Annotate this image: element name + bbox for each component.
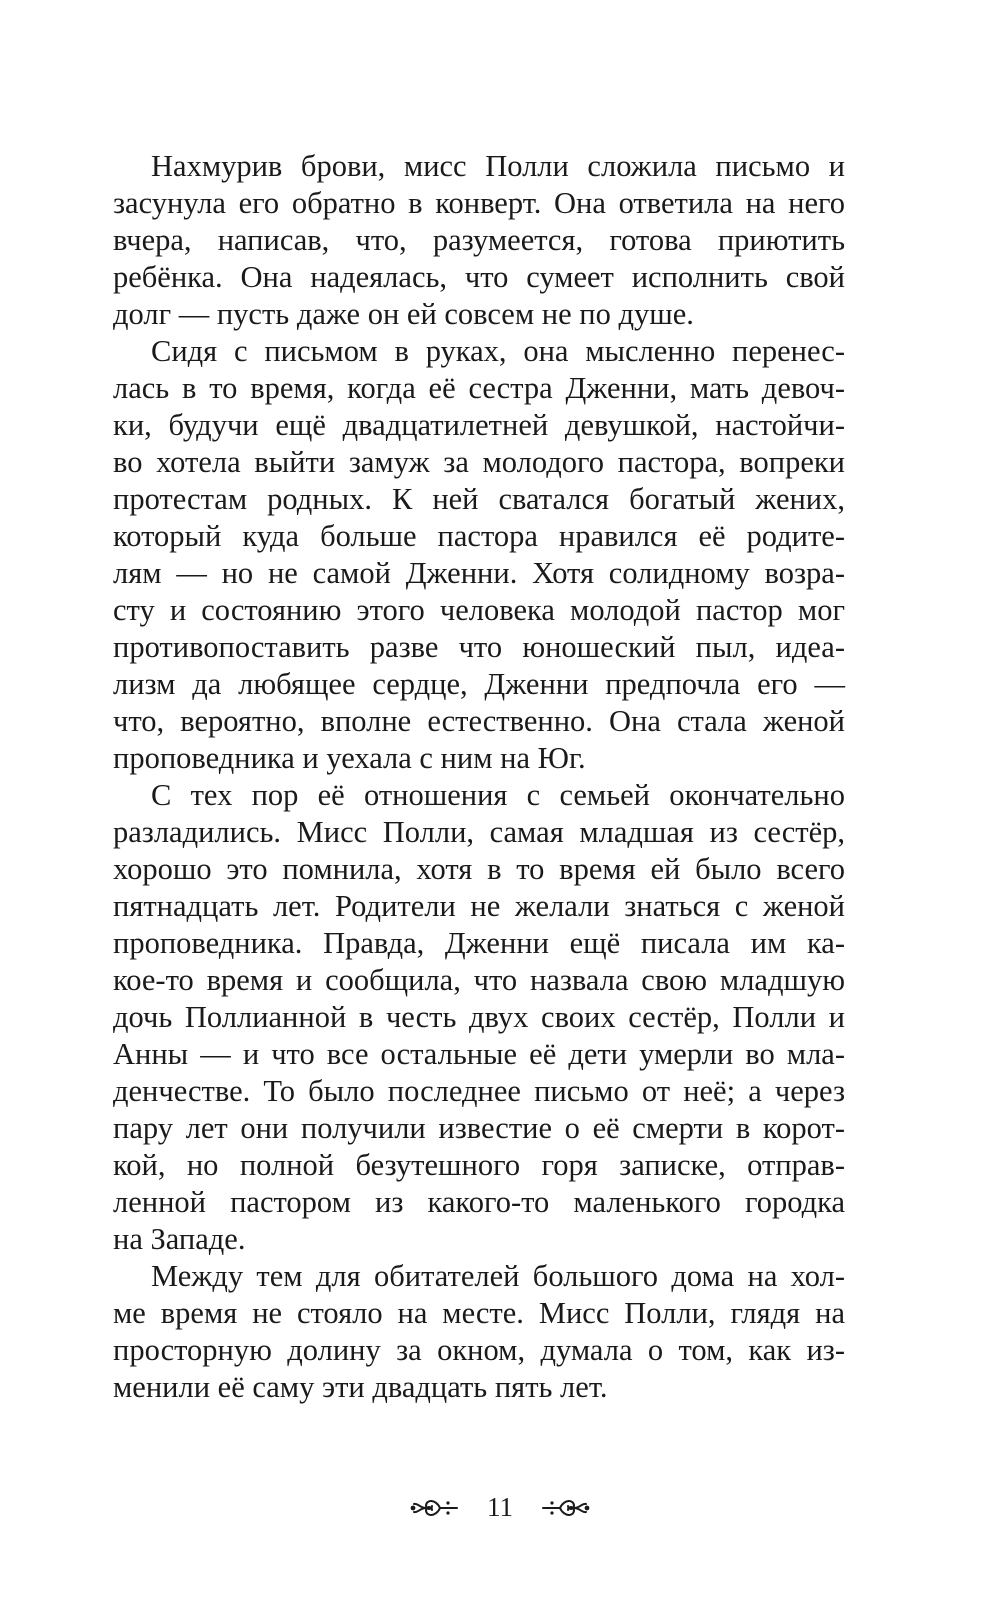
text-line: Анны — и что все остальные её дети умерли во мла- — [113, 1037, 845, 1071]
text-line: С тех пор её отношения с семьей окончательно — [151, 778, 845, 812]
text-line: дочь Поллианной в честь двух своих сестёр, Полли и — [113, 1000, 845, 1034]
text-line: протестам родных. К ней сватался богатый жених, — [113, 482, 845, 516]
text-line: Между тем для обитателей большого дома на хол- — [151, 1259, 845, 1293]
text-line: Нахмурив брови, мисс Полли сложила письмо и — [151, 149, 845, 183]
text-line: ребёнка. Она надеялась, что сумеет исполнить свой — [113, 260, 845, 294]
text-line: который куда больше пастора нравился её родите- — [113, 519, 845, 553]
text-line: просторную долину за окном, думала о том, как из- — [113, 1333, 845, 1367]
text-line: во хотела выйти замуж за молодого пастора, вопреки — [113, 445, 845, 479]
text-line: лям — но не самой Дженни. Хотя солидному возра- — [113, 556, 845, 590]
text-line: засунула его обратно в конверт. Она ответила на него — [113, 186, 845, 220]
text-line: разладились. Мисс Полли, самая младшая из сестёр, — [113, 815, 845, 849]
text-line: кое-то время и сообщила, что назвала свою младшую — [113, 963, 845, 997]
text-line: проповедника. Правда, Дженни ещё писала им ка- — [113, 926, 845, 960]
flourish-ornament-right-icon — [540, 1494, 590, 1520]
text-line: на Западе. — [113, 1222, 246, 1256]
text-line: хорошо это помнила, хотя в то время ей было всего — [113, 852, 845, 886]
text-line: пятнадцать лет. Родители не желали знаться с женой — [113, 889, 845, 923]
page-number: 11 — [487, 1491, 513, 1522]
text-line: Сидя с письмом в руках, она мысленно перенес- — [151, 334, 845, 368]
page-footer — [0, 1486, 1000, 1525]
text-line: кой, но полной безутешного горя записке, отправ- — [113, 1148, 845, 1182]
text-line: вчера, написав, что, разумеется, готова приютить — [113, 223, 845, 257]
text-line: проповедника и уехала с ним на Юг. — [113, 741, 586, 775]
text-line: ленной пастором из какого-то маленького городка — [113, 1185, 845, 1219]
text-line: ме время не стояло на месте. Мисс Полли, глядя на — [113, 1296, 845, 1330]
body-text — [113, 148, 845, 1406]
text-line: противопоставить разве что юношеский пыл, идеа- — [113, 630, 845, 664]
text-line: что, вероятно, вполне естественно. Она стала женой — [113, 704, 845, 738]
text-line: пару лет они получили известие о её смерти в корот- — [113, 1111, 845, 1145]
flourish-ornament-left-icon — [410, 1494, 460, 1520]
text-line: ки, будучи ещё двадцатилетней девушкой, настойчи- — [113, 408, 845, 442]
text-line: лась в то время, когда её сестра Дженни, мать девоч- — [113, 371, 845, 405]
text-line: сту и состоянию этого человека молодой пастор мог — [113, 593, 845, 627]
text-line: долг — пусть даже он ей совсем не по душе. — [113, 297, 694, 331]
text-line: лизм да любящее сердце, Дженни предпочла его — — [113, 667, 845, 701]
text-line: менили её саму эти двадцать пять лет. — [113, 1370, 608, 1404]
text-line: денчестве. То было последнее письмо от неё; а через — [113, 1074, 845, 1108]
